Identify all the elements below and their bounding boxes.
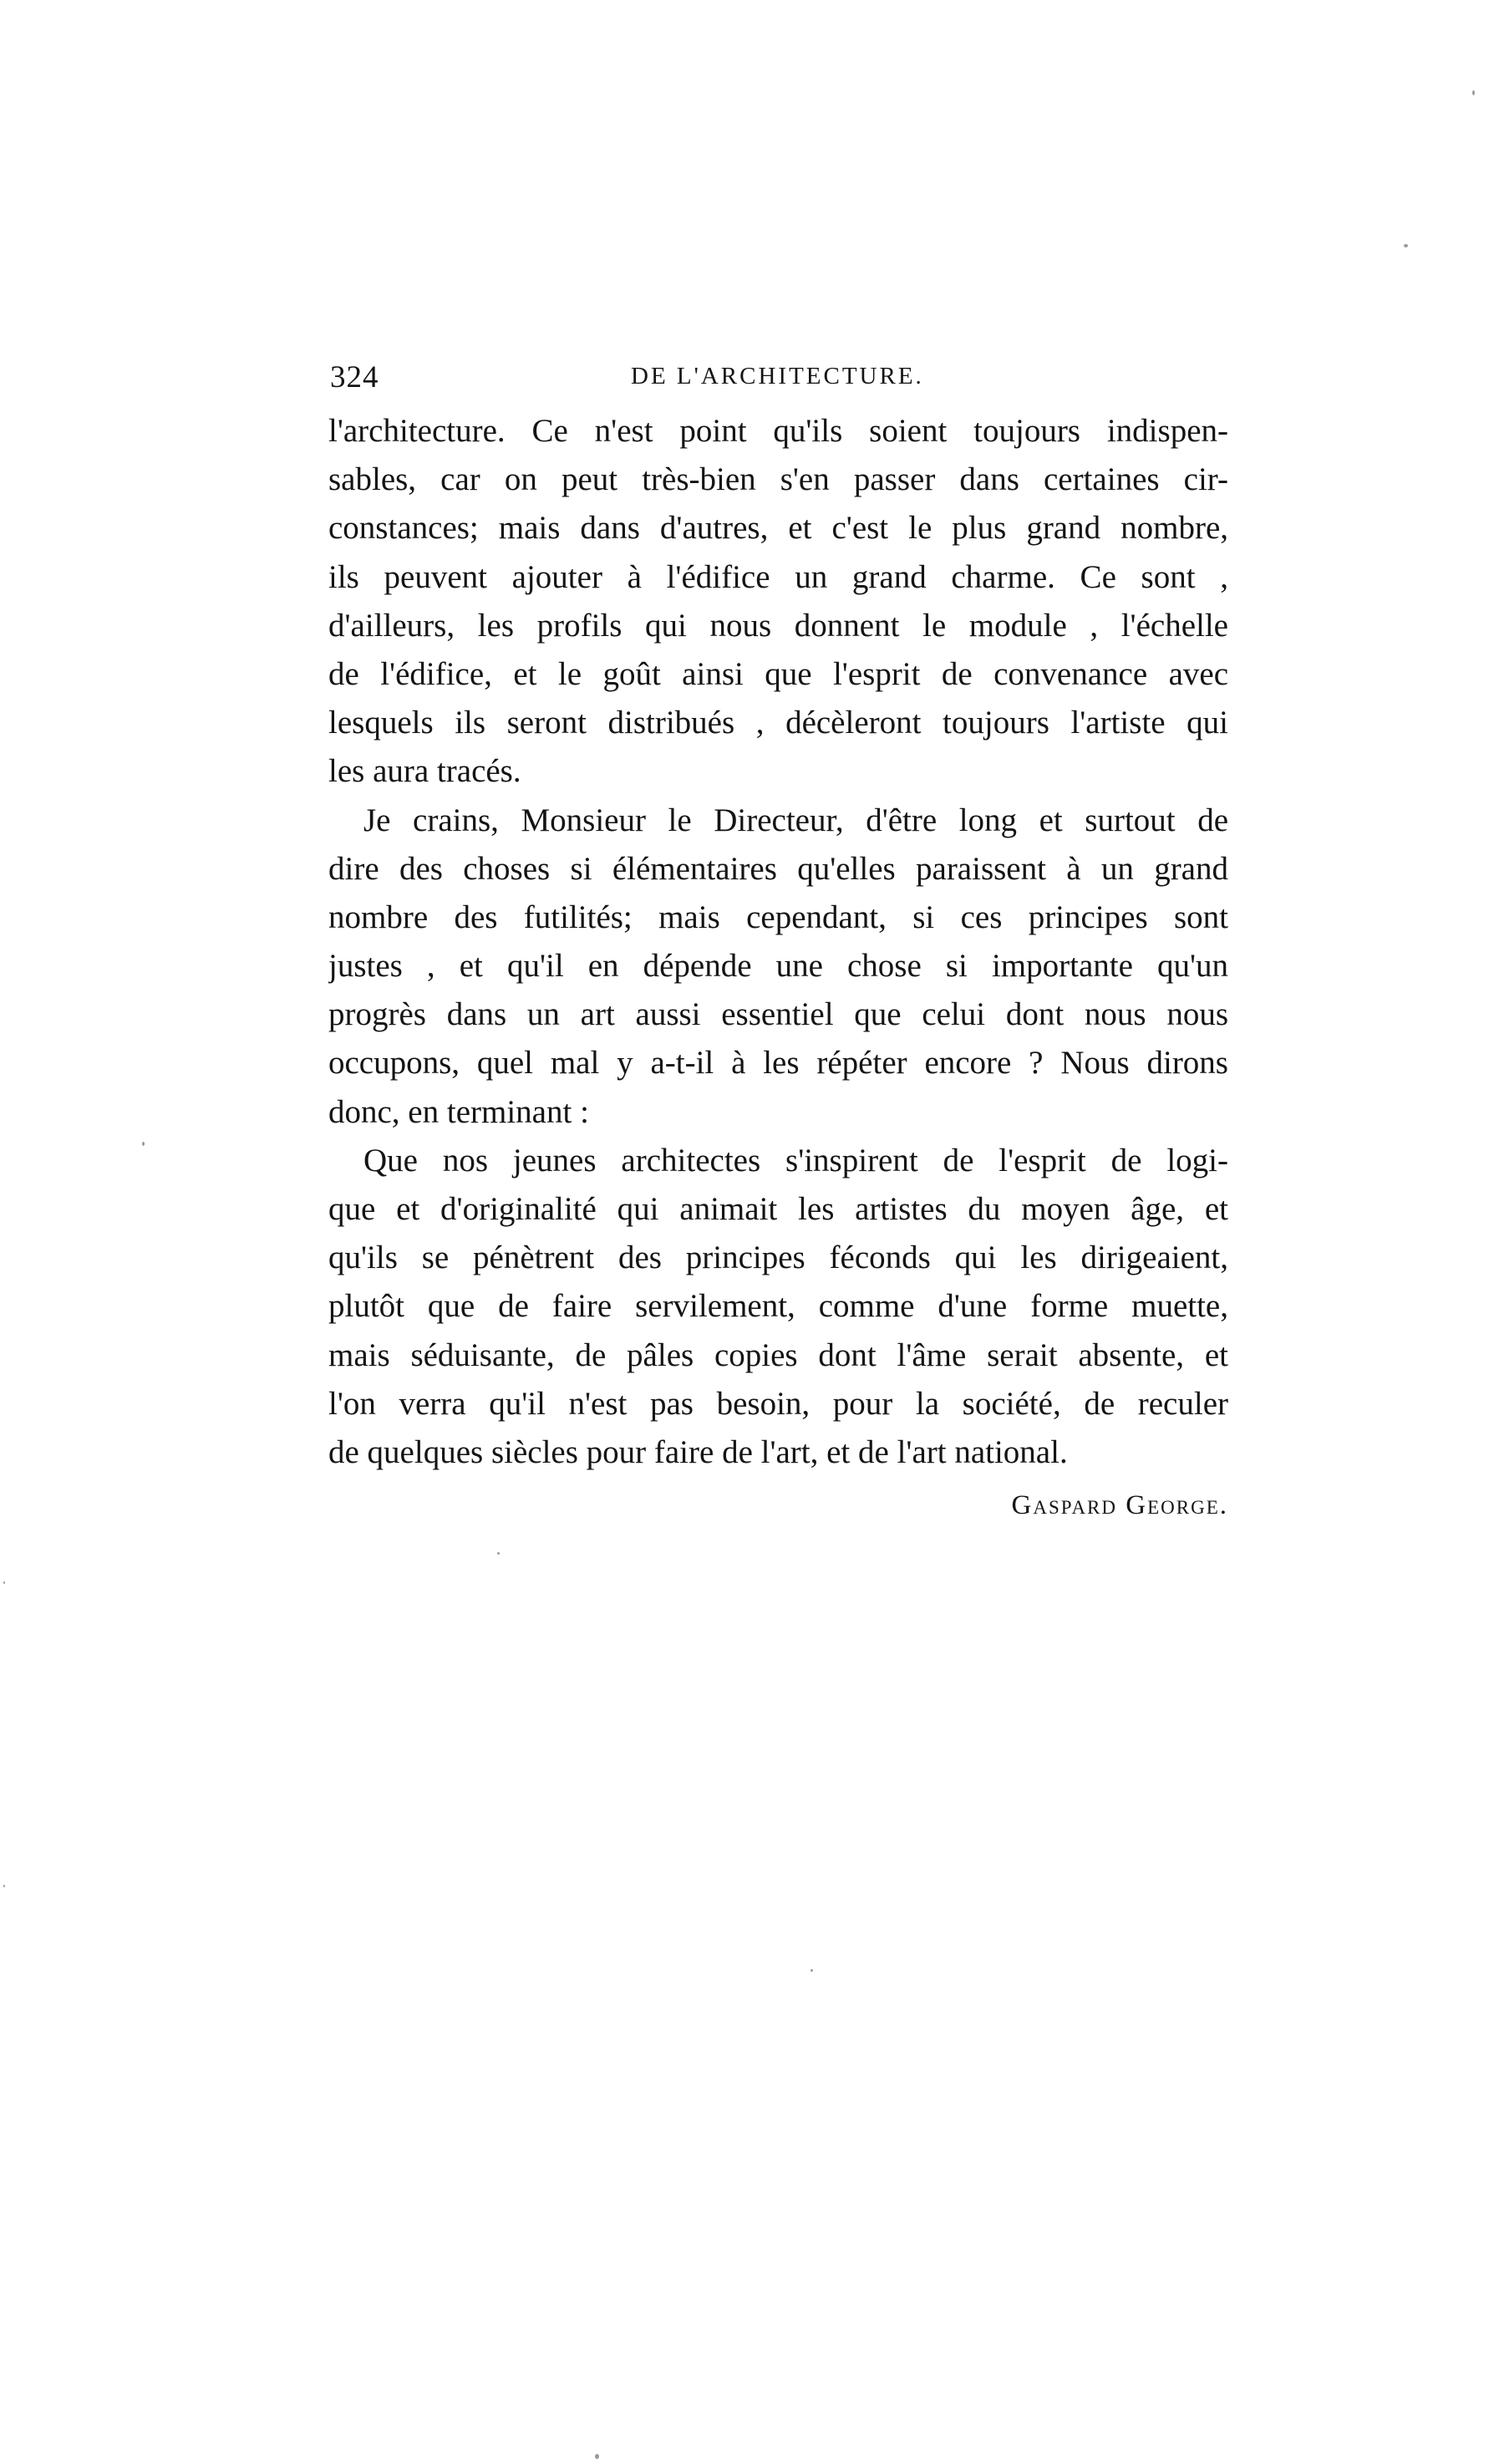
body-text [328,407,1228,1477]
text-line: de l'édifice, et le goût ainsi que l'esprit de convenance avec [328,655,1228,692]
text-line: donc, en terminant : [328,1093,589,1130]
text-line: occupons, quel mal y a-t-il à les répéter encore ? Nous dirons [328,1045,1228,1082]
text-line: dire des choses si élémentaires qu'elles paraissent à un grand [328,850,1228,887]
text-line: l'on verra qu'il n'est pas besoin, pour la société, de reculer [328,1385,1228,1422]
text-line: Que nos jeunes architectes s'inspirent de l'esprit de logi- [363,1142,1228,1179]
text-line: sables, car on peut très-bien s'en passer dans certaines cir- [328,461,1228,498]
text-line: qu'ils se pénètrent des principes féconds qui les dirigeaient, [328,1240,1228,1276]
text-line: progrès dans un art aussi essentiel que celui dont nous nous [328,996,1228,1033]
text-line: ils peuvent ajouter à l'édifice un grand charme. Ce sont , [328,558,1228,595]
text-line: Je crains, Monsieur le Directeur, d'être long et surtout de [363,802,1228,838]
text-line: plutôt que de faire servilement, comme d'une forme muette, [328,1288,1228,1325]
text-line: l'architecture. Ce n'est point qu'ils soient toujours indispen- [328,413,1228,449]
text-line: constances; mais dans d'autres, et c'est le plus grand nombre, [328,510,1228,547]
text-line: de quelques siècles pour faire de l'art, et de l'art national. [328,1433,1068,1470]
text-line: lesquels ils seront distribués , décèleront toujours l'artiste qui [328,705,1228,741]
running-head [330,359,1228,401]
text-line: mais séduisante, de pâles copies dont l'âme serait absente, et [328,1336,1228,1373]
page-number: 324 [330,360,379,395]
author-signature: Gaspard George. [1011,1490,1228,1520]
running-title: DE L'ARCHITECTURE. [631,363,924,389]
text-line: que et d'originalité qui animait les artistes du moyen âge, et [328,1191,1228,1227]
text-line: d'ailleurs, les profils qui nous donnent le module , l'échelle [328,607,1228,644]
text-line: justes , et qu'il en dépende une chose si importante qu'un [328,948,1228,985]
text-line: nombre des futilités; mais cependant, si ces principes sont [328,899,1228,935]
text-line: les aura tracés. [328,753,521,790]
